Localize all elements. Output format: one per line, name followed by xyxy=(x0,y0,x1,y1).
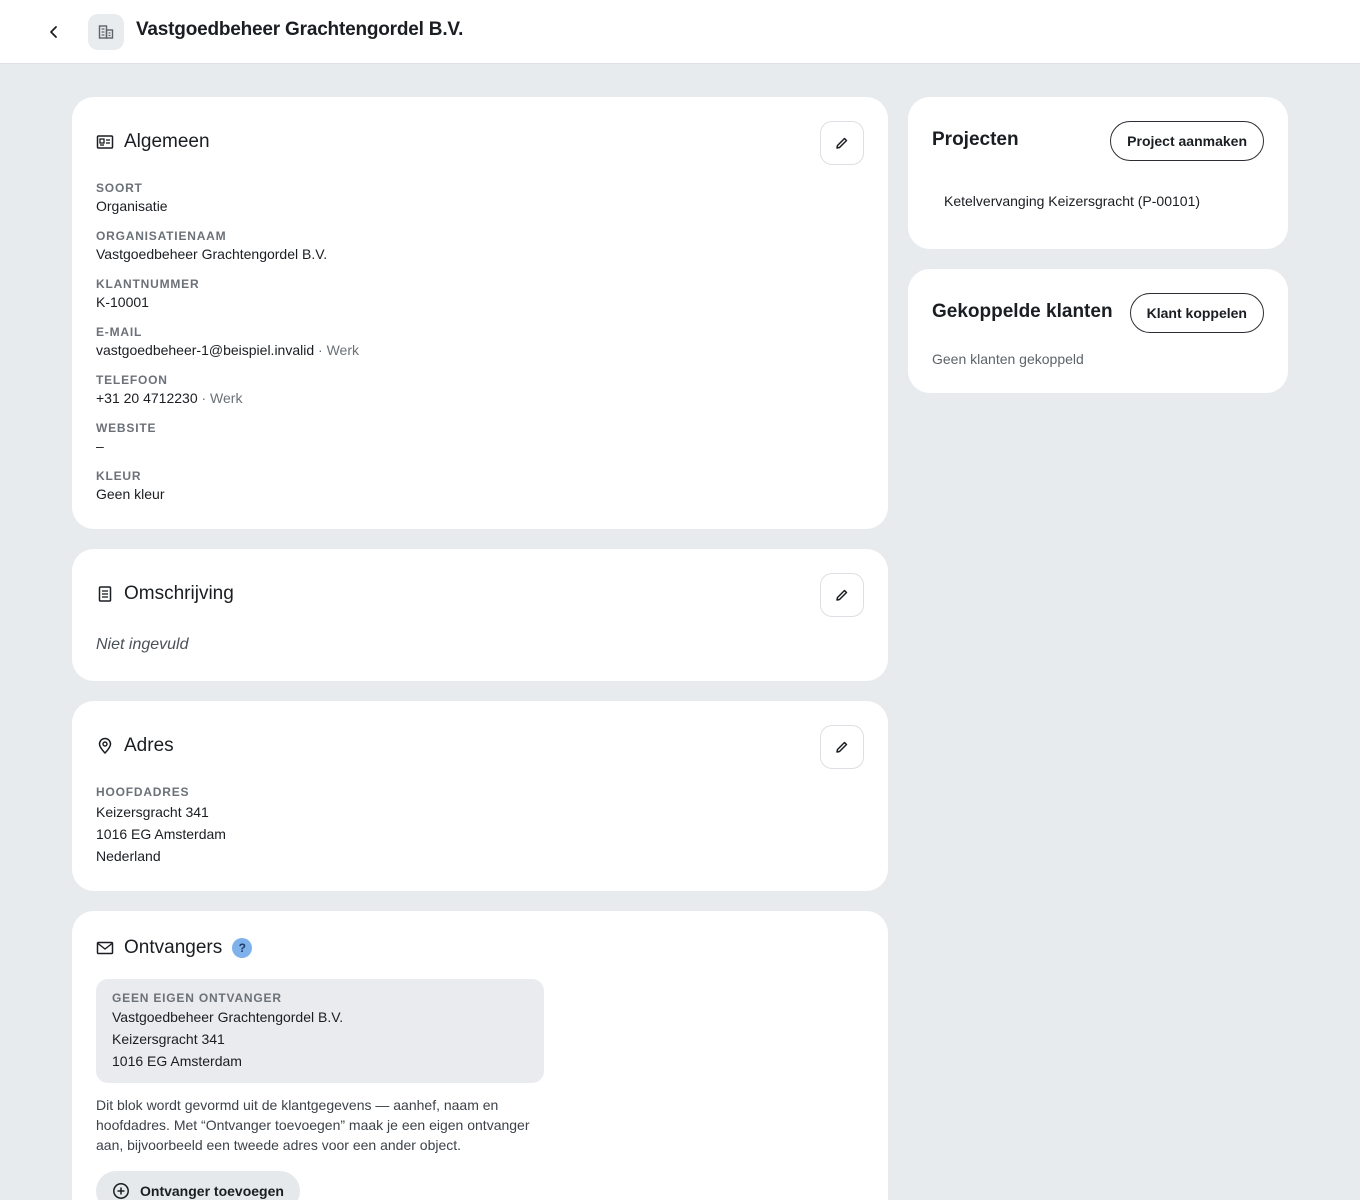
building-icon xyxy=(97,23,115,41)
phone-value[interactable]: +31 20 4712230 xyxy=(96,390,198,406)
field-value: Organisatie xyxy=(96,198,168,214)
link-client-button[interactable]: Klant koppelen xyxy=(1130,293,1264,333)
field-value: – xyxy=(96,438,104,454)
recipient-line: Keizersgracht 341 xyxy=(112,1031,225,1047)
mail-icon xyxy=(96,939,114,957)
id-card-icon xyxy=(96,133,114,151)
chevron-left-icon xyxy=(46,24,62,40)
recipients-header xyxy=(96,937,252,959)
top-bar xyxy=(0,0,1360,64)
field-kleur xyxy=(96,469,164,502)
recipient-line: Vastgoedbeheer Grachtengordel B.V. xyxy=(112,1009,344,1025)
linked-clients-card xyxy=(908,269,1288,393)
recipients-card xyxy=(72,911,888,1200)
organization-avatar xyxy=(88,14,124,50)
address-line: 1016 EG Amsterdam xyxy=(96,826,226,842)
linked-clients-empty: Geen klanten gekoppeld xyxy=(932,351,1084,367)
edit-address-button[interactable] xyxy=(820,725,864,769)
projects-card xyxy=(908,97,1288,249)
pencil-icon xyxy=(834,739,850,755)
field-label: SOORT xyxy=(96,181,143,195)
description-header xyxy=(96,583,234,605)
field-telefoon xyxy=(96,373,242,406)
field-email xyxy=(96,325,359,358)
back-button[interactable] xyxy=(38,16,70,48)
general-header xyxy=(96,131,210,153)
field-label: KLEUR xyxy=(96,469,142,483)
pencil-icon xyxy=(834,587,850,603)
add-recipient-button[interactable] xyxy=(96,1171,300,1200)
recipients-title: Ontvangers xyxy=(124,937,223,958)
field-value xyxy=(96,342,359,358)
help-icon[interactable]: ? xyxy=(232,938,252,958)
field-label: HOOFDADRES xyxy=(96,785,190,799)
address-line: Nederland xyxy=(96,848,161,864)
field-klantnummer xyxy=(96,277,199,310)
project-item[interactable]: Ketelvervanging Keizersgracht (P-00101) xyxy=(944,193,1201,209)
add-recipient-label: Ontvanger toevoegen xyxy=(140,1183,284,1199)
recipients-explanation: Dit blok wordt gevormd uit de klantgegevens — aanhef, naam en hoofdadres. Met “Ontvanger toevoegen” maak je een eigen ontvanger aan, bijvoorbeeld een tweede adres voor een ander object. xyxy=(96,1097,530,1153)
field-soort xyxy=(96,181,168,214)
field-label: ORGANISATIENAAM xyxy=(96,229,227,243)
page-title: Vastgoedbeheer Grachtengordel B.V. xyxy=(136,19,464,40)
linked-clients-title: Gekoppelde klanten xyxy=(932,301,1113,322)
description-card xyxy=(72,549,888,681)
address-card xyxy=(72,701,888,891)
address-header xyxy=(96,735,174,757)
description-title: Omschrijving xyxy=(124,583,234,604)
create-project-button[interactable]: Project aanmaken xyxy=(1110,121,1264,161)
address-line: Keizersgracht 341 xyxy=(96,804,209,820)
recipient-line: 1016 EG Amsterdam xyxy=(112,1053,242,1069)
description-empty: Niet ingevuld xyxy=(96,636,189,653)
field-value: Vastgoedbeheer Grachtengordel B.V. xyxy=(96,246,328,262)
edit-general-button[interactable] xyxy=(820,121,864,165)
email-value[interactable]: vastgoedbeheer-1@beispiel.invalid xyxy=(96,342,315,358)
field-label: TELEFOON xyxy=(96,373,168,387)
field-value: Geen kleur xyxy=(96,486,165,502)
general-card xyxy=(72,97,888,529)
edit-description-button[interactable] xyxy=(820,573,864,617)
address-title: Adres xyxy=(124,735,174,756)
default-recipient-box xyxy=(96,979,544,1083)
field-value xyxy=(96,390,242,406)
field-hoofdadres xyxy=(96,785,226,867)
plus-circle-icon xyxy=(112,1182,130,1200)
field-label: E-MAIL xyxy=(96,325,143,339)
field-organisatienaam xyxy=(96,229,327,262)
email-type: · Werk xyxy=(314,342,359,358)
address-lines xyxy=(96,801,226,867)
pencil-icon xyxy=(834,135,850,151)
recipient-box-label: GEEN EIGEN ONTVANGER xyxy=(112,991,282,1005)
general-title: Algemeen xyxy=(124,131,210,152)
field-value: K-10001 xyxy=(96,294,149,310)
field-label: WEBSITE xyxy=(96,421,157,435)
field-label: KLANTNUMMER xyxy=(96,277,200,291)
location-pin-icon xyxy=(96,737,114,755)
document-icon xyxy=(96,585,114,603)
field-website xyxy=(96,421,156,454)
projects-title: Projecten xyxy=(932,129,1019,150)
phone-type: · Werk xyxy=(197,390,243,406)
